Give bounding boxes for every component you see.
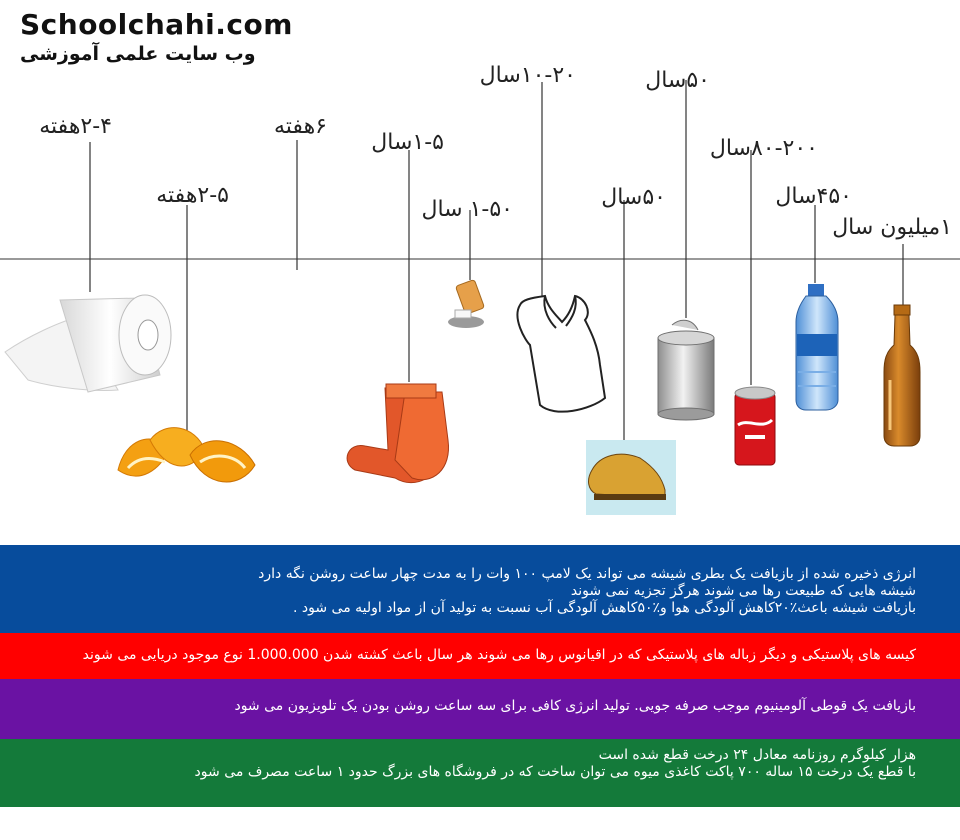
paper-fact-2: با قطع یک درخت ۱۵ ساله ۷۰۰ پاکت کاغذی میوه می توان ساخت که در فروشگاه های بزرگ حدود ۱ ساعت مصرف می شود: [194, 764, 916, 780]
paper-fact-1: هزار کیلوگرم روزنامه معادل ۲۴ درخت قطع شده است: [598, 747, 916, 763]
aluminum-facts-band: [0, 679, 960, 739]
water-bottle-icon: [796, 284, 838, 410]
label-soda-can: ۸۰-۲۰۰سال: [709, 136, 818, 161]
label-plastic-bag: ۱۰-۲۰سال: [479, 63, 576, 88]
paper-towel-roll-icon: [5, 295, 171, 392]
label-sock: ۱-۵سال: [371, 130, 444, 155]
label-cigarette: ۱-۵۰ سال: [421, 197, 513, 222]
label-paper-towel: ۲-۴هفته: [39, 114, 112, 139]
cigarette-icon: [448, 279, 485, 328]
plastic-bag-icon: [517, 296, 605, 412]
bottom-margin: [0, 807, 960, 840]
label-orange-peel: ۲-۵هفته: [156, 183, 229, 208]
sock-icon: [347, 384, 448, 483]
glass-fact-3: بازیافت شیشه باعث٪۲۰کاهش آلودگی هوا و٪۵۰کاهش آلودگی آب نسبت به تولید آن از مواد اولیه می شود .: [293, 600, 916, 616]
plastic-facts-band: [0, 633, 960, 679]
aluminum-fact-1: بازیافت یک قوطی آلومینیوم موجب صرفه جویی. تولید انرژی کافی برای سه ساعت روشن بودن یک تلویزیون می شود: [234, 698, 916, 714]
label-shoe: ۵۰سال: [601, 185, 666, 210]
label-tin-can: ۵۰سال: [645, 68, 710, 93]
glass-fact-1: انرژی ذخیره شده از بازیافت یک بطری شیشه می تواند یک لامپ ۱۰۰ وات را به مدت چهار ساعت روشن نگه دارد: [258, 566, 916, 582]
glass-bottle-icon: [884, 305, 920, 446]
label-nothing: ۶هفته: [274, 114, 327, 139]
label-glass-bottle: ۱میلیون سال: [832, 215, 952, 240]
glass-facts-band: [0, 545, 960, 633]
tin-can-icon: [658, 320, 714, 420]
soda-can-icon: [735, 387, 775, 465]
paper-facts-band: [0, 739, 960, 807]
brand-subtitle: وب سایت علمی آموزشی: [20, 43, 256, 65]
glass-fact-2: شیشه هایی که طبیعت رها می شوند هرگز تجزیه نمی شوند: [570, 583, 916, 599]
label-water-bottle: ۴۵۰سال: [775, 184, 852, 209]
brand-name: Schoolchahi.com: [20, 8, 293, 41]
plastic-fact-1: کیسه های پلاستیکی و دیگر زباله های پلاستیکی که در اقیانوس رها می شوند هر سال باعث کشته شدن 1.000.000 نوع موجود دریایی می شوند: [82, 647, 916, 663]
orange-peel-icon: [118, 428, 255, 482]
shoe-icon: [586, 440, 676, 515]
